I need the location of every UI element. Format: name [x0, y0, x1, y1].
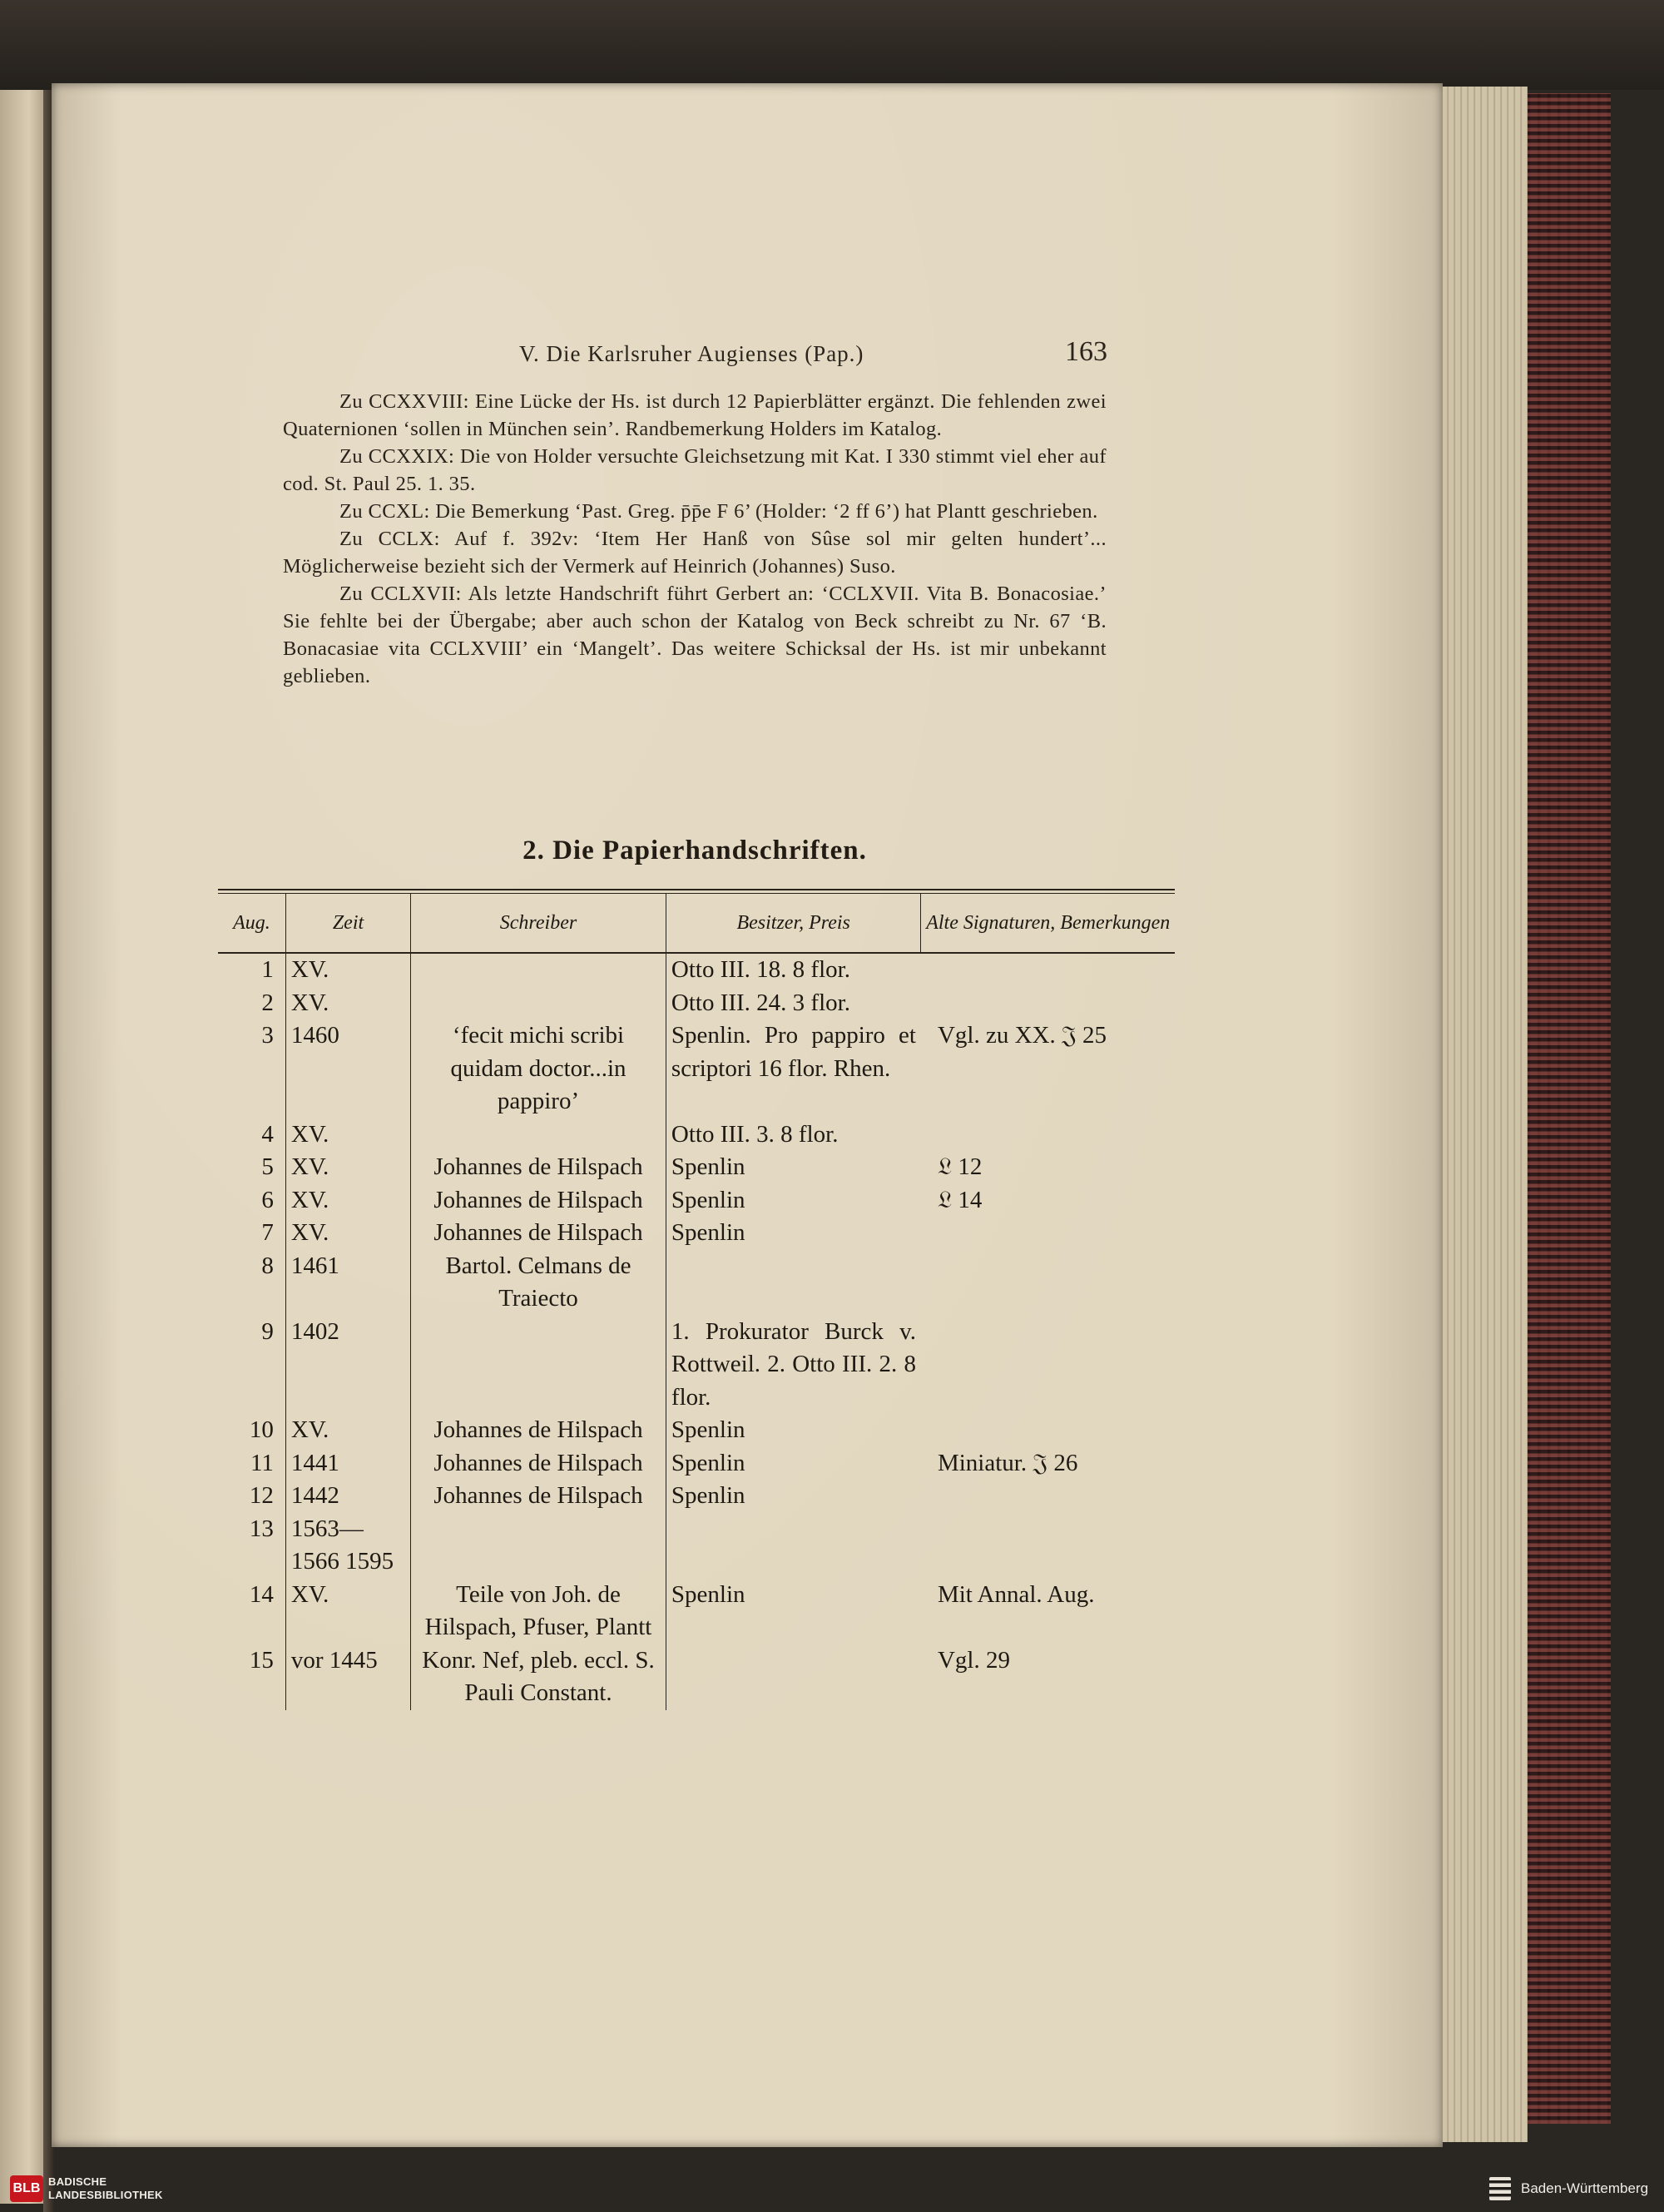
cell-schreiber [411, 1480, 666, 1513]
cell-aug [218, 987, 285, 1020]
cell-besitzer [666, 953, 921, 987]
table-row [218, 1644, 1175, 1710]
cell-zeit-text: XV. [290, 1416, 329, 1443]
cell-zeit [285, 1118, 410, 1152]
cell-schreiber-text: Johannes de Hilspach [433, 1416, 643, 1443]
cell-schreiber [411, 953, 666, 987]
cell-aug [218, 1250, 285, 1316]
cell-besitzer-text: Otto III. 24. 3 flor. [671, 989, 850, 1016]
cell-besitzer-text: Otto III. 3. 8 flor. [671, 1120, 839, 1148]
cell-alte-signaturen [921, 1151, 1175, 1184]
cell-zeit-text: XV. [290, 989, 329, 1016]
cell-aug [218, 1414, 285, 1447]
cell-besitzer-text: Spenlin. Pro pappiro et scriptori 16 flor. Rhen. [671, 1022, 916, 1082]
cell-besitzer-text: Spenlin [671, 1449, 745, 1476]
cell-schreiber [411, 1644, 666, 1710]
cell-besitzer [666, 1644, 921, 1710]
cell-zeit-text: 1460 [290, 1022, 339, 1049]
cell-alte-signaturen [921, 1316, 1175, 1415]
cell-aug-text: 8 [261, 1252, 274, 1279]
notes-section [283, 388, 1107, 690]
note-paragraph: Zu CCLX: Auf f. 392v: ‘Item Her Hanß von Sûse sol mir gelten hundert’... Möglicherweise bezieht sich der Vermerk auf Heinrich (Johannes) Suso. [283, 528, 1107, 578]
table-row [218, 1579, 1175, 1644]
cell-alte-signaturen [921, 1217, 1175, 1250]
table-row [218, 1513, 1175, 1579]
footer-bar [0, 2167, 1664, 2210]
cell-zeit-text: 1461 [290, 1252, 339, 1279]
book-cover [1528, 93, 1611, 2124]
cell-zeit-text: XV. [290, 1186, 329, 1213]
cell-alte-signaturen [921, 1579, 1175, 1644]
cell-besitzer [666, 1118, 921, 1152]
cell-schreiber [411, 1019, 666, 1118]
cell-besitzer-text: Spenlin [671, 1153, 745, 1180]
cell-zeit [285, 1513, 410, 1579]
note-paragraph: Zu CCLXVII: Als letzte Handschrift führt Gerbert an: ‘CCLXVII. Vita B. Bonacosiae.’ Sie fehlte bei der Übergabe; aber auch schon der Katalog von Beck schreibt zu Nr. 67 ‘B. Bonacasiae vita CCLXVIII’ ein ‘Mangelt’. Das weitere Schicksal der Hs. ist mir unbekannt geblieben. [283, 583, 1107, 687]
cell-schreiber [411, 1316, 666, 1415]
cell-besitzer-text: Spenlin [671, 1186, 745, 1213]
cell-alte-signaturen-text: 𝔏 14 [937, 1186, 983, 1213]
cell-besitzer-text: 1. Prokurator Burck v. Rottweil. 2. Otto III. 2. 8 flor. [671, 1317, 916, 1411]
cell-besitzer [666, 1316, 921, 1415]
table-row [218, 1217, 1175, 1250]
cell-schreiber [411, 1151, 666, 1184]
library-name-line2: LANDESBIBLIOTHEK [48, 2189, 163, 2201]
cell-besitzer [666, 1019, 921, 1118]
cell-zeit-text: XV. [290, 1153, 329, 1180]
left-page-edge [0, 90, 48, 2204]
cell-alte-signaturen [921, 1513, 1175, 1579]
cell-zeit-text: XV. [290, 1120, 329, 1148]
blb-logo: BLB [10, 2175, 43, 2202]
cell-aug [218, 1184, 285, 1218]
page-number: 163 [1065, 336, 1107, 367]
cell-zeit [285, 1644, 410, 1710]
cell-aug-text: 2 [261, 989, 274, 1016]
cell-besitzer-text: Spenlin [671, 1416, 745, 1443]
cell-zeit [285, 1019, 410, 1118]
header-alte-signaturen: Alte Signaturen, Bemerkungen [921, 894, 1175, 953]
page-header [283, 335, 1115, 376]
cell-schreiber-text: Johannes de Hilspach [433, 1186, 643, 1213]
library-name [48, 2175, 163, 2202]
cell-zeit [285, 1151, 410, 1184]
cell-alte-signaturen-text: Vgl. 29 [937, 1646, 1010, 1674]
cell-schreiber-text: Johannes de Hilspach [433, 1482, 643, 1509]
cell-besitzer [666, 1480, 921, 1513]
table-row [218, 1250, 1175, 1316]
cell-zeit-text: 1442 [290, 1482, 339, 1509]
table-row [218, 1316, 1175, 1415]
cell-alte-signaturen [921, 987, 1175, 1020]
cell-besitzer-text: Spenlin [671, 1219, 745, 1246]
table-row [218, 1447, 1175, 1480]
cell-alte-signaturen-text: Mit Annal. Aug. [937, 1580, 1095, 1608]
cell-besitzer [666, 1513, 921, 1579]
cell-alte-signaturen-text: Miniatur. 𝔍 26 [937, 1449, 1078, 1476]
cell-alte-signaturen-text: 𝔏 12 [937, 1153, 983, 1180]
cell-aug-text: 10 [249, 1416, 274, 1443]
cell-alte-signaturen [921, 1019, 1175, 1118]
page-fore-edge [1436, 87, 1528, 2142]
cell-aug [218, 1447, 285, 1480]
table-row [218, 1118, 1175, 1152]
cell-aug-text: 3 [261, 1022, 274, 1049]
cell-zeit [285, 1250, 410, 1316]
cell-alte-signaturen [921, 1250, 1175, 1316]
table-row [218, 987, 1175, 1020]
cell-aug [218, 1480, 285, 1513]
cell-schreiber [411, 1447, 666, 1480]
cell-besitzer [666, 1151, 921, 1184]
cell-besitzer-text: Otto III. 18. 8 flor. [671, 956, 850, 983]
note-paragraph: Zu CCXL: Die Bemerkung ‘Past. Greg. p̄p̄e F 6’ (Holder: ‘2 ff 6’) hat Plantt geschrieben. [339, 500, 1098, 523]
cell-zeit-text: XV. [290, 1219, 329, 1246]
header-schreiber: Schreiber [411, 894, 666, 953]
cell-aug [218, 953, 285, 987]
table-row [218, 1151, 1175, 1184]
cell-aug-text: 15 [249, 1646, 274, 1674]
note-paragraph: Zu CCXXVIII: Eine Lücke der Hs. ist durch 12 Papierblätter ergänzt. Die fehlenden zwei Quaternionen ‘sollen in München sein’. Randbemerkung Holders im Katalog. [283, 390, 1107, 440]
cell-aug [218, 1513, 285, 1579]
cell-aug [218, 1644, 285, 1710]
table-row [218, 1414, 1175, 1447]
cell-besitzer [666, 1217, 921, 1250]
cell-zeit-text: XV. [290, 1580, 329, 1608]
state-name: Baden-Württemberg [1521, 2180, 1649, 2196]
table-row [218, 1019, 1175, 1118]
cell-zeit [285, 1184, 410, 1218]
cell-aug-text: 4 [261, 1120, 274, 1148]
cell-zeit [285, 953, 410, 987]
section-title: 2. Die Papierhandschriften. [522, 836, 867, 865]
running-head: V. Die Karlsruher Augienses (Pap.) [519, 341, 864, 366]
cell-aug [218, 1217, 285, 1250]
note-paragraph: Zu CCXXIX: Die von Holder versuchte Gleichsetzung mit Kat. I 330 stimmt viel eher auf cod. St. Paul 25. 1. 35. [283, 445, 1107, 495]
cell-besitzer [666, 1414, 921, 1447]
cell-zeit-text: 1402 [290, 1317, 339, 1345]
cell-aug [218, 1579, 285, 1644]
header-besitzer: Besitzer, Preis [666, 894, 921, 953]
cell-alte-signaturen [921, 1644, 1175, 1710]
cell-schreiber [411, 1250, 666, 1316]
manuscript-table-container [218, 889, 1175, 1710]
cell-alte-signaturen-text: Vgl. zu XX. 𝔍 25 [937, 1022, 1107, 1049]
cell-aug [218, 1118, 285, 1152]
manuscript-table [218, 894, 1175, 1710]
cell-zeit [285, 1480, 410, 1513]
table-header-row [218, 894, 1175, 953]
cell-aug-text: 6 [261, 1186, 274, 1213]
cell-aug [218, 1151, 285, 1184]
cell-schreiber-text: Johannes de Hilspach [433, 1219, 643, 1246]
cell-aug-text: 5 [261, 1153, 274, 1180]
cell-aug-text: 9 [261, 1317, 274, 1345]
cell-zeit [285, 1316, 410, 1415]
table-row [218, 1184, 1175, 1218]
cell-schreiber-text: Johannes de Hilspach [433, 1153, 643, 1180]
cell-aug-text: 7 [261, 1219, 274, 1246]
cell-schreiber-text: Konr. Nef, pleb. eccl. S. Pauli Constant. [422, 1646, 655, 1706]
cell-zeit [285, 1217, 410, 1250]
cell-zeit-text: 1441 [290, 1449, 339, 1476]
cell-besitzer [666, 1184, 921, 1218]
cell-besitzer-text: Spenlin [671, 1482, 745, 1509]
scan-background-top [0, 0, 1664, 90]
cell-schreiber [411, 1118, 666, 1152]
cell-aug-text: 1 [261, 956, 274, 983]
cell-zeit-text: XV. [290, 956, 329, 983]
cell-aug-text: 12 [249, 1482, 274, 1509]
cell-zeit-text: 1563—1566 1595 [290, 1515, 394, 1575]
cell-alte-signaturen [921, 1184, 1175, 1218]
cell-schreiber-text: Johannes de Hilspach [433, 1449, 643, 1476]
cell-schreiber [411, 1579, 666, 1644]
table-body [218, 953, 1175, 1710]
cell-schreiber [411, 987, 666, 1020]
cell-besitzer [666, 1447, 921, 1480]
cell-schreiber-text: Teile von Joh. de Hilspach, Pfuser, Plantt [424, 1580, 652, 1640]
table-row [218, 953, 1175, 987]
cell-zeit [285, 1579, 410, 1644]
cell-aug-text: 11 [250, 1449, 274, 1476]
cell-schreiber [411, 1513, 666, 1579]
cell-schreiber [411, 1217, 666, 1250]
header-aug: Aug. [218, 894, 285, 953]
cell-besitzer [666, 987, 921, 1020]
cell-zeit-text: vor 1445 [290, 1646, 378, 1674]
cell-alte-signaturen [921, 953, 1175, 987]
cell-besitzer [666, 1250, 921, 1316]
cell-alte-signaturen [921, 1414, 1175, 1447]
cell-aug-text: 14 [249, 1580, 274, 1608]
header-zeit: Zeit [285, 894, 410, 953]
cell-zeit [285, 987, 410, 1020]
cell-besitzer-text: Spenlin [671, 1580, 745, 1608]
cell-schreiber [411, 1184, 666, 1218]
cell-schreiber-text: ‘fecit michi scribi quidam doctor...in pappiro’ [450, 1022, 626, 1114]
cell-aug [218, 1316, 285, 1415]
cell-aug-text: 13 [249, 1515, 274, 1542]
cell-schreiber-text: Bartol. Celmans de Traiecto [445, 1252, 631, 1312]
cell-alte-signaturen [921, 1480, 1175, 1513]
table-row [218, 1480, 1175, 1513]
cell-schreiber [411, 1414, 666, 1447]
cell-aug [218, 1019, 285, 1118]
cell-zeit [285, 1414, 410, 1447]
cell-besitzer [666, 1579, 921, 1644]
state-emblem-icon [1489, 2177, 1511, 2200]
cell-alte-signaturen [921, 1118, 1175, 1152]
cell-zeit [285, 1447, 410, 1480]
cell-alte-signaturen [921, 1447, 1175, 1480]
library-name-line1: BADISCHE [48, 2175, 107, 2188]
